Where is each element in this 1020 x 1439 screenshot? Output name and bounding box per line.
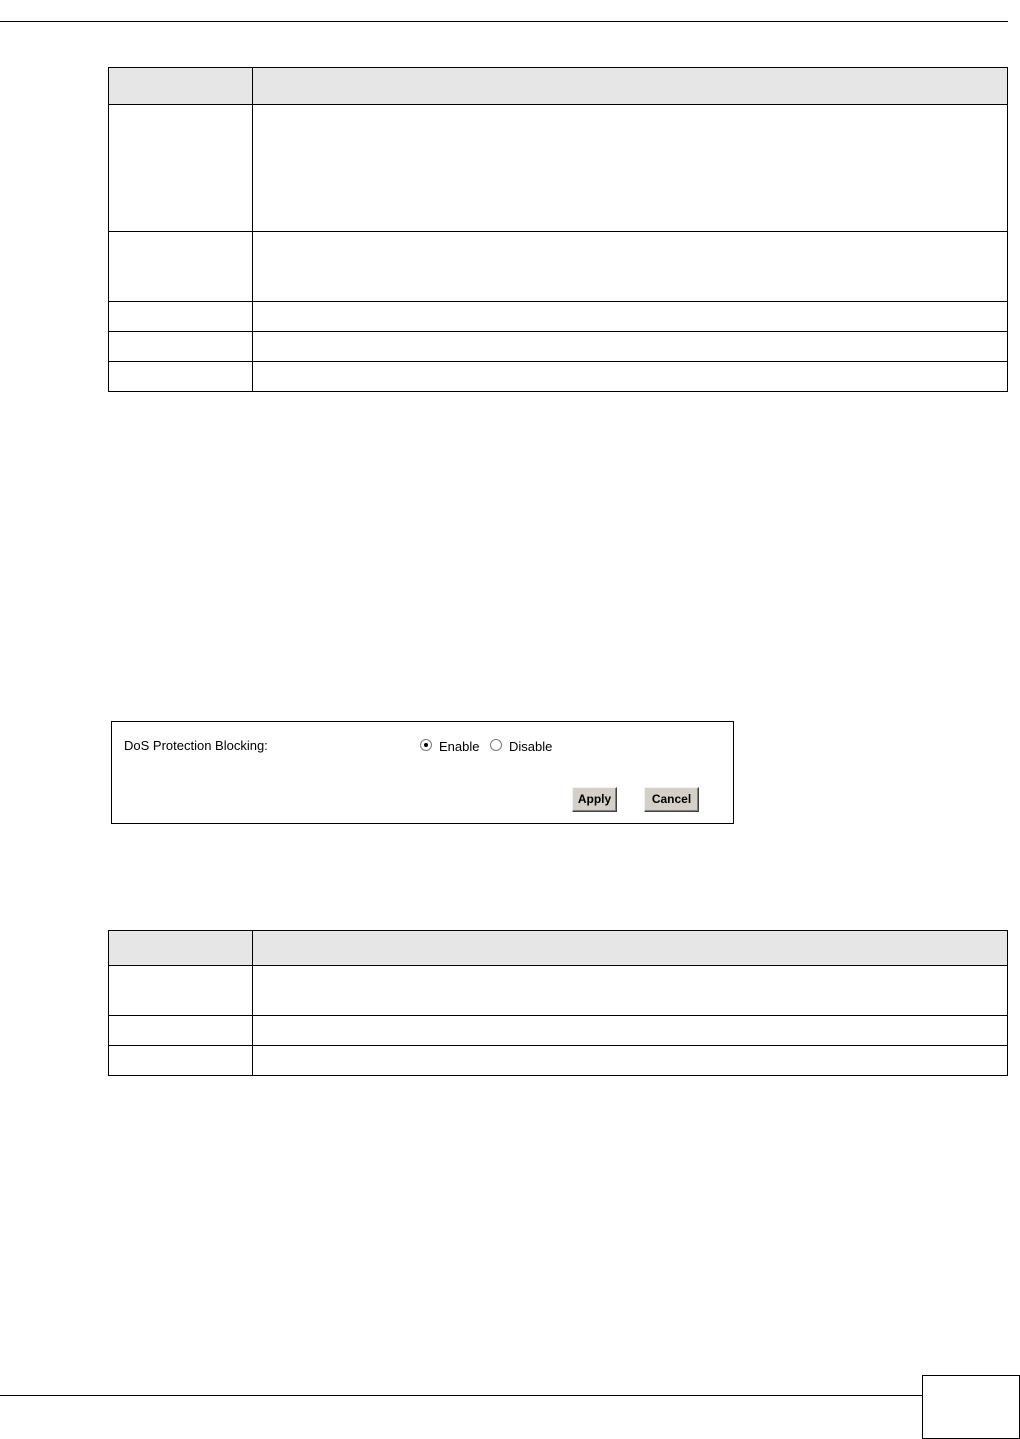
table-cell (253, 302, 1008, 332)
table-row (109, 302, 1008, 332)
disable-radio-label[interactable]: Disable (509, 739, 553, 754)
field-description-table-1 (108, 67, 1008, 392)
table-row (109, 362, 1008, 392)
apply-button[interactable]: Apply (572, 787, 617, 812)
header-cell-label (109, 68, 253, 105)
enable-radio[interactable] (420, 739, 432, 751)
table-cell (109, 332, 253, 362)
table-header-row (109, 931, 1008, 966)
cancel-button[interactable]: Cancel (644, 787, 699, 812)
page-number-box (922, 1375, 1020, 1439)
dos-protection-panel (111, 721, 734, 824)
table-cell (109, 1046, 253, 1076)
footer-rule (0, 1395, 922, 1396)
table-cell (253, 362, 1008, 392)
table-cell (253, 232, 1008, 302)
table-cell (109, 1016, 253, 1046)
table-cell (253, 105, 1008, 232)
table-cell (253, 332, 1008, 362)
header-rule (0, 21, 1008, 22)
table-cell (253, 1046, 1008, 1076)
enable-radio-label[interactable]: Enable (439, 739, 480, 754)
table-row (109, 232, 1008, 302)
disable-radio[interactable] (490, 739, 502, 751)
dos-protection-label: DoS Protection Blocking: (124, 738, 268, 753)
header-cell-description (253, 68, 1008, 105)
table-cell (109, 966, 253, 1016)
table-cell (109, 302, 253, 332)
header-cell-label (109, 931, 253, 966)
table-cell (253, 1016, 1008, 1046)
table-cell (109, 362, 253, 392)
field-description-table-2 (108, 930, 1008, 1076)
table-row (109, 332, 1008, 362)
table-cell (109, 105, 253, 232)
table-header-row (109, 68, 1008, 105)
table-row (109, 966, 1008, 1016)
table-cell (109, 232, 253, 302)
table-row (109, 1016, 1008, 1046)
table-row (109, 105, 1008, 232)
table-cell (253, 966, 1008, 1016)
table-row (109, 1046, 1008, 1076)
header-cell-description (253, 931, 1008, 966)
